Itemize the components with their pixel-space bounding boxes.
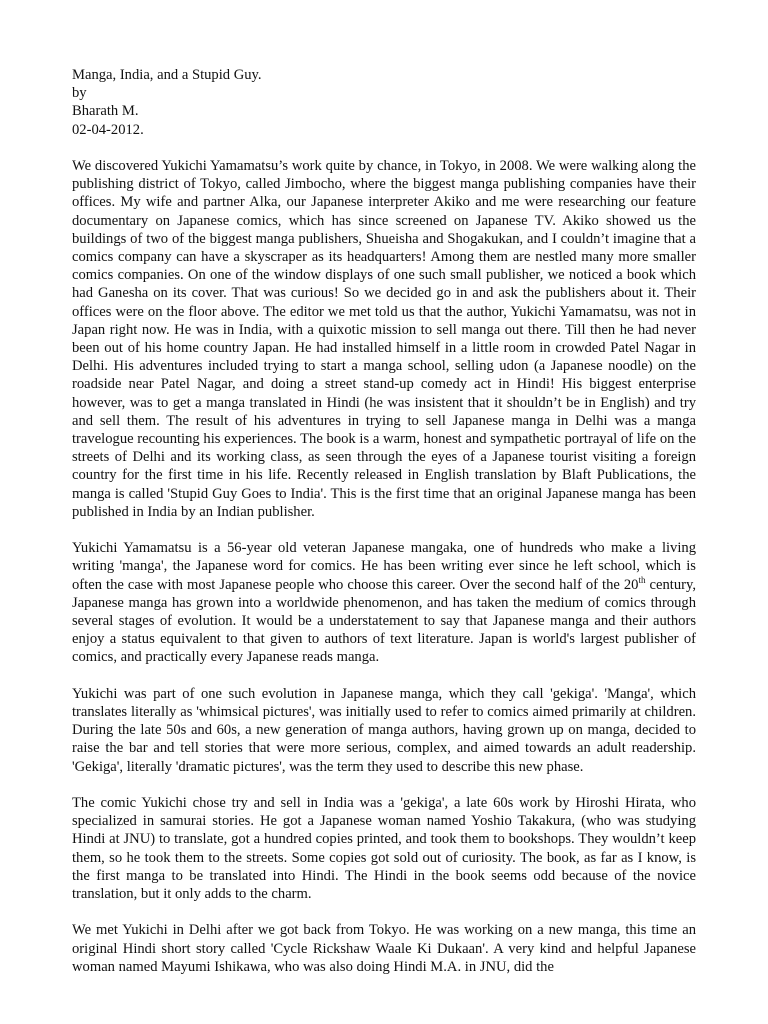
paragraph-2 bbox=[72, 539, 696, 666]
paragraph-2-text-a: Yukichi Yamamatsu is a 56-year old veteran Japanese mangaka, one of hundreds who make a living writing 'manga', the Japanese word for comics. He has been writing ever since he left school, which is often the case with most Japanese people who choose this career. Over the second half of the 20 bbox=[72, 540, 696, 593]
paragraph-1: We discovered Yukichi Yamamatsu’s work quite by chance, in Tokyo, in 2008. We were walking along the publishing district of Tokyo, called Jimbocho, where the biggest manga publishing companies have their offices. My wife and partner Alka, our Japanese interpreter Akiko and me were researching our feature documentary on Japanese comics, which has since screened on Japanese TV. Akiko showed us the buildings of two of the biggest manga publishers, Shueisha and Shogakukan, and I couldn’t imagine that a comics company can have a skyscraper as its headquarters! Among them are nestled many more smaller comics companies. On one of the window displays of one such small publisher, we noticed a book which had Ganesha on its cover. That was curious! So we decided go in and ask the publishers about it. Their offices were on the floor above. The editor we met told us that the author, Yukichi Yamamatsu, was not in Japan right now. He was in India, with a quixotic mission to sell manga out there. Till then he had never been out of his home country Japan. He had installed himself in a little room in crowded Patel Nagar in Delhi. His adventures included trying to start a manga school, selling udon (a Japanese noodle) on the roadside near Patel Nagar, and doing a street stand-up comedy act in Hindi! His biggest enterprise however, was to get a manga translated in Hindi (he was insistent that it shouldn’t be in English) and try and sell them. The result of his adventures in trying to sell Japanese manga in Delhi was a manga travelogue recounting his experiences. The book is a warm, honest and sympathetic portrayal of life on the streets of Delhi and its working class, as seen through the eyes of a Japanese tourist visiting a foreign country for the first time in his life. Recently released in English translation by Blaft Publications, the manga is called 'Stupid Guy Goes to India'. This is the first time that an original Japanese manga has been published in India by an Indian publisher. bbox=[72, 158, 696, 520]
document-header bbox=[72, 66, 696, 139]
document-date: 02-04-2012. bbox=[72, 121, 144, 138]
paragraph-2-text-b: century, Japanese manga has grown into a worldwide phenomenon, and has taken the medium of comics through several stages of evolution. It would be a understatement to say that Japanese manga and their authors enjoy a status equivalent to that given to authors of text literature. Japan is world's largest publisher of comics, and practically every Japanese reads manga. bbox=[72, 576, 696, 666]
ordinal-superscript: th bbox=[638, 574, 646, 585]
author-name: Bharath M. bbox=[72, 103, 139, 120]
paragraph-3: Yukichi was part of one such evolution in Japanese manga, which they call 'gekiga'. 'Manga', which translates literally as 'whimsical pictures', was initially used to refer to comics aimed primarily at children. During the late 50s and 60s, a new generation of manga authors, having grown up on manga, decided to raise the bar and tell stories that were more serious, complex, and aimed towards an adult readership. 'Gekiga', literally 'dramatic pictures', was the term they used to describe this new phase. bbox=[72, 685, 696, 775]
paragraph-5: We met Yukichi in Delhi after we got back from Tokyo. He was working on a new manga, this time an original Hindi short story called 'Cycle Rickshaw Waale Ki Dukaan'. A very kind and helpful Japanese woman named Mayumi Ishikawa, who was also doing Hindi M.A. in JNU, did the bbox=[72, 922, 696, 975]
byline-label: by bbox=[72, 85, 87, 102]
document-page bbox=[72, 66, 696, 994]
paragraph-4: The comic Yukichi chose try and sell in India was a 'gekiga', a late 60s work by Hiroshi Hirata, who specialized in samurai stories. He got a Japanese woman named Yoshio Takakura, (who was studying Hindi at JNU) to translate, got a hundred copies printed, and took them to bookshops. They wouldn’t keep them, so he took them to the streets. Some copies got sold out of curiosity. The book, as far as I know, is the first manga to be translated into Hindi. The Hindi in the book seems odd because of the novice translation, but it only adds to the charm. bbox=[72, 795, 696, 903]
document-title: Manga, India, and a Stupid Guy. bbox=[72, 67, 262, 83]
